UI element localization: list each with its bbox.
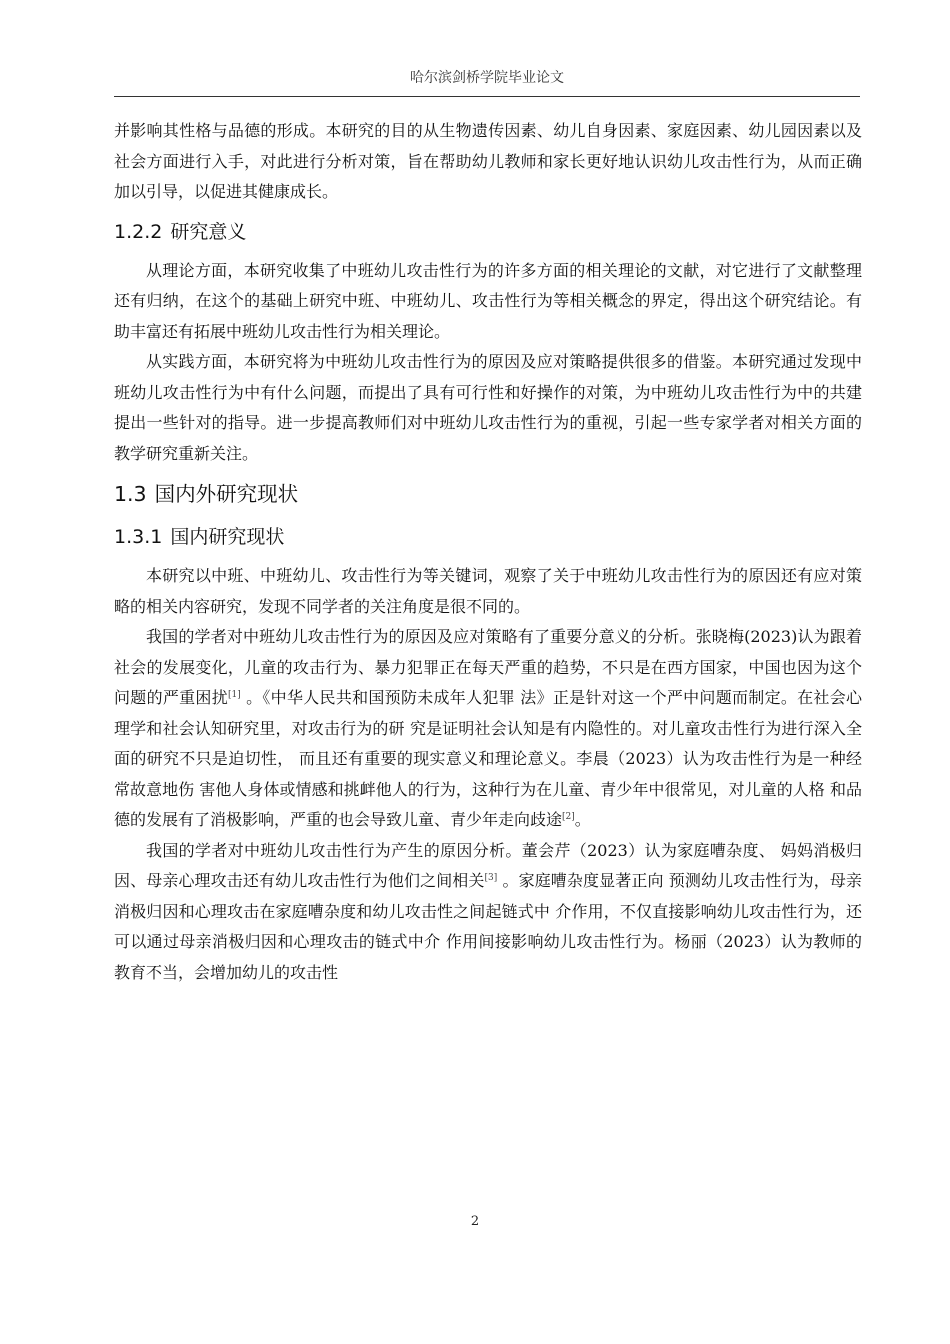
page-body: [114, 116, 862, 988]
section-number: 1.3: [114, 482, 147, 506]
paragraph-text: 。《中华人民共和国预防未成年人犯罪 法》正是针对这一个严中问题而制定。在社会心理学和社会认知研究里，对攻击行为的研 究是证明社会认知是有内隐性的。对儿童攻击性行为进行深入全面的研究不只是迫切性， 而且还有重要的现实意义和理论意义。李晨（2023）认为攻击性行为是一种经常故意地伤 害他人身体或情感和挑衅他人的行为，这种行为在儿童、青少年中很常见，对儿童的人格 和品德的发展有了消极影响，严重的也会导致儿童、青少年走向歧途: [114, 688, 862, 829]
paragraph-keywords: 本研究以中班、中班幼儿、攻击性行为等关键词，观察了关于中班幼儿攻击性行为的原因还有应对策略的相关内容研究，发现不同学者的关注角度是很不同的。: [114, 566, 862, 616]
section-number: 1.3.1: [114, 526, 163, 548]
section-title: 国内外研究现状: [154, 482, 299, 506]
page-header: [114, 58, 860, 97]
citation-2: [2]: [562, 812, 575, 822]
paragraph-causes: [114, 836, 862, 989]
paragraph-intro: 并影响其性格与品德的形成。本研究的目的从生物遗传因素、幼儿自身因素、家庭因素、幼儿园因素以及社会方面进行入手，对此进行分析对策，旨在帮助幼儿教师和家长更好地认识幼儿攻击性行为，从而正确加以引导，以促进其健康成长。: [114, 121, 862, 201]
paragraph-text: 我国的学者对中班幼儿攻击性行为产生的原因分析。董会芹（2023）认为家庭嘈杂度、 妈妈消极归因、母亲心理攻击还有幼儿攻击性行为他们之间相关: [114, 840, 862, 890]
paragraph-scholars: [114, 622, 862, 836]
paragraph-practice: 从实践方面，本研究将为中班幼儿攻击性行为的原因及应对策略提供很多的借鉴。本研究通过发现中班幼儿攻击性行为中有什么问题，而提出了具有可行性和好操作的对策，为中班幼儿攻击性行为中的共建提出一些针对的指导。进一步提高教师们对中班幼儿攻击性行为的重视，引起一些专家学者对相关方面的教学研究重新关注。: [114, 352, 862, 463]
header-title: 哈尔滨剑桥学院毕业论文: [410, 70, 564, 86]
section-number: 1.2.2: [114, 220, 163, 243]
page-footer: [0, 1214, 950, 1229]
page-number: 2: [470, 1214, 480, 1229]
section-heading-1-3: [114, 475, 862, 513]
citation-1: [1]: [228, 690, 241, 700]
citation-3: [3]: [484, 873, 498, 883]
paragraph-text: 。家庭嘈杂度显著正向 预测幼儿攻击性行为，母亲消极归因和心理攻击在家庭嘈杂度和幼儿攻击性之间起链式中 介作用，不仅直接影响幼儿攻击性行为，还可以通过母亲消极归因和心理攻击的链式中介 作用间接影响幼儿攻击性行为。杨丽（2023）认为教师的教育不当，会增加幼儿的攻击性: [114, 871, 862, 982]
paragraph-theory: 从理论方面，本研究收集了中班幼儿攻击性行为的许多方面的相关理论的文献，对它进行了文献整理还有归纳，在这个的基础上研究中班、中班幼儿、攻击性行为等相关概念的界定，得出这个研究结论。有助丰富还有拓展中班幼儿攻击性行为相关理论。: [114, 260, 862, 341]
paragraph-text: 。: [574, 810, 591, 829]
section-title: 研究意义: [170, 220, 247, 243]
section-heading-1-2-2: [114, 214, 862, 250]
section-title: 国内研究现状: [170, 526, 285, 548]
section-heading-1-3-1: [114, 519, 862, 555]
paragraph-text: 我国的学者对中班幼儿攻击性行为的原因及应对策略有了重要分意义的分析。张晓梅(2023)认为跟着社会的发展变化，儿童的攻击行为、暴力犯罪正在每天严重的趋势，不只是在西方国家，中国也因为这个问题的严重困扰: [114, 627, 862, 707]
